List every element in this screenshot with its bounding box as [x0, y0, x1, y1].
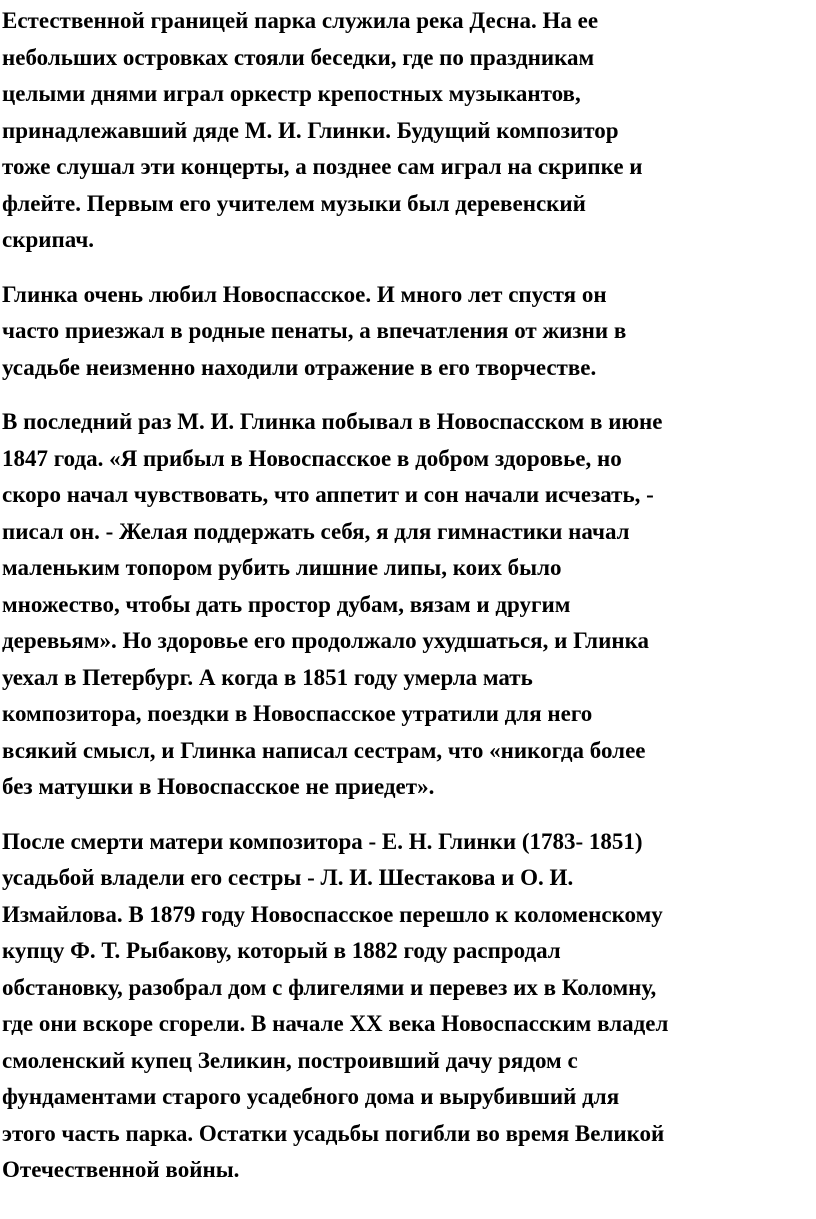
text-line: где они вскоре сгорели. В начале XX века Новоспасским владел — [2, 1011, 669, 1036]
text-line: этого часть парка. Остатки усадьбы погибли во время Великой — [2, 1120, 665, 1146]
paragraph-4 — [2, 824, 814, 1189]
text-line: обстановку, разобрал дом с флигелями и перевез их в Коломну, — [2, 974, 657, 1000]
document-body — [2, 3, 814, 1207]
text-line: усадьбой владели его сестры - Л. И. Шестакова и О. И. — [2, 865, 574, 890]
text-line: Измайлова. В 1879 году Новоспасское перешло к коломенскому — [2, 901, 663, 927]
text-line: без матушки в Новоспасское не приедет». — [2, 774, 435, 799]
text-line: тоже слушал эти концерты, а позднее сам играл на скрипке и — [2, 154, 643, 179]
text-line: уехал в Петербург. А когда в 1851 году умерла мать — [2, 664, 533, 690]
paragraph-2 — [2, 277, 814, 387]
text-line: смоленский купец Зеликин, построивший дачу рядом с — [2, 1047, 578, 1073]
text-line: После смерти матери композитора - Е. Н. Глинки (1783- 1851) — [2, 828, 643, 854]
text-line: Естественной границей парка служила река Десна. На ее — [2, 8, 599, 33]
paragraph-3 — [2, 404, 814, 806]
text-line: всякий смысл, и Глинка написал сестрам, что «никогда более — [2, 737, 646, 763]
text-line: скрипач. — [2, 227, 95, 252]
text-line: композитора, поездки в Новоспасское утратили для него — [2, 701, 593, 726]
text-line: 1847 года. «Я прибыл в Новоспасское в добром здоровье, но — [2, 445, 622, 471]
text-line: флейте. Первым его учителем музыки был деревенский — [2, 190, 586, 216]
text-line: множество, чтобы дать простор дубам, вязам и другим — [2, 591, 571, 617]
text-line: Глинка очень любил Новоспасское. И много лет спустя он — [2, 281, 607, 307]
text-line: скоро начал чувствовать, что аппетит и сон начали исчезать, - — [2, 482, 654, 507]
text-line: купцу Ф. Т. Рыбакову, который в 1882 году распродал — [2, 938, 561, 963]
text-line: целыми днями играл оркестр крепостных музыкантов, — [2, 81, 581, 106]
text-line: Отечественной войны. — [2, 1157, 240, 1182]
text-line: фундаментами старого усадебного дома и вырубивший для — [2, 1084, 620, 1109]
text-line: В последний раз М. И. Глинка побывал в Новоспасском в июне — [2, 409, 663, 434]
paragraph-1 — [2, 3, 814, 259]
text-line: часто приезжал в родные пенаты, а впечатления от жизни в — [2, 318, 627, 343]
text-line: принадлежавший дяде М. И. Глинки. Будущий композитор — [2, 117, 619, 143]
text-line: маленьким топором рубить лишние липы, коих было — [2, 555, 562, 580]
text-line: деревьям». Но здоровье его продолжало ухудшаться, и Глинка — [2, 628, 649, 653]
text-line: писал он. - Желая поддержать себя, я для гимнастики начал — [2, 518, 630, 544]
text-line: небольших островках стояли беседки, где по праздникам — [2, 44, 595, 70]
text-line: усадьбе неизменно находили отражение в его творчестве. — [2, 354, 597, 380]
